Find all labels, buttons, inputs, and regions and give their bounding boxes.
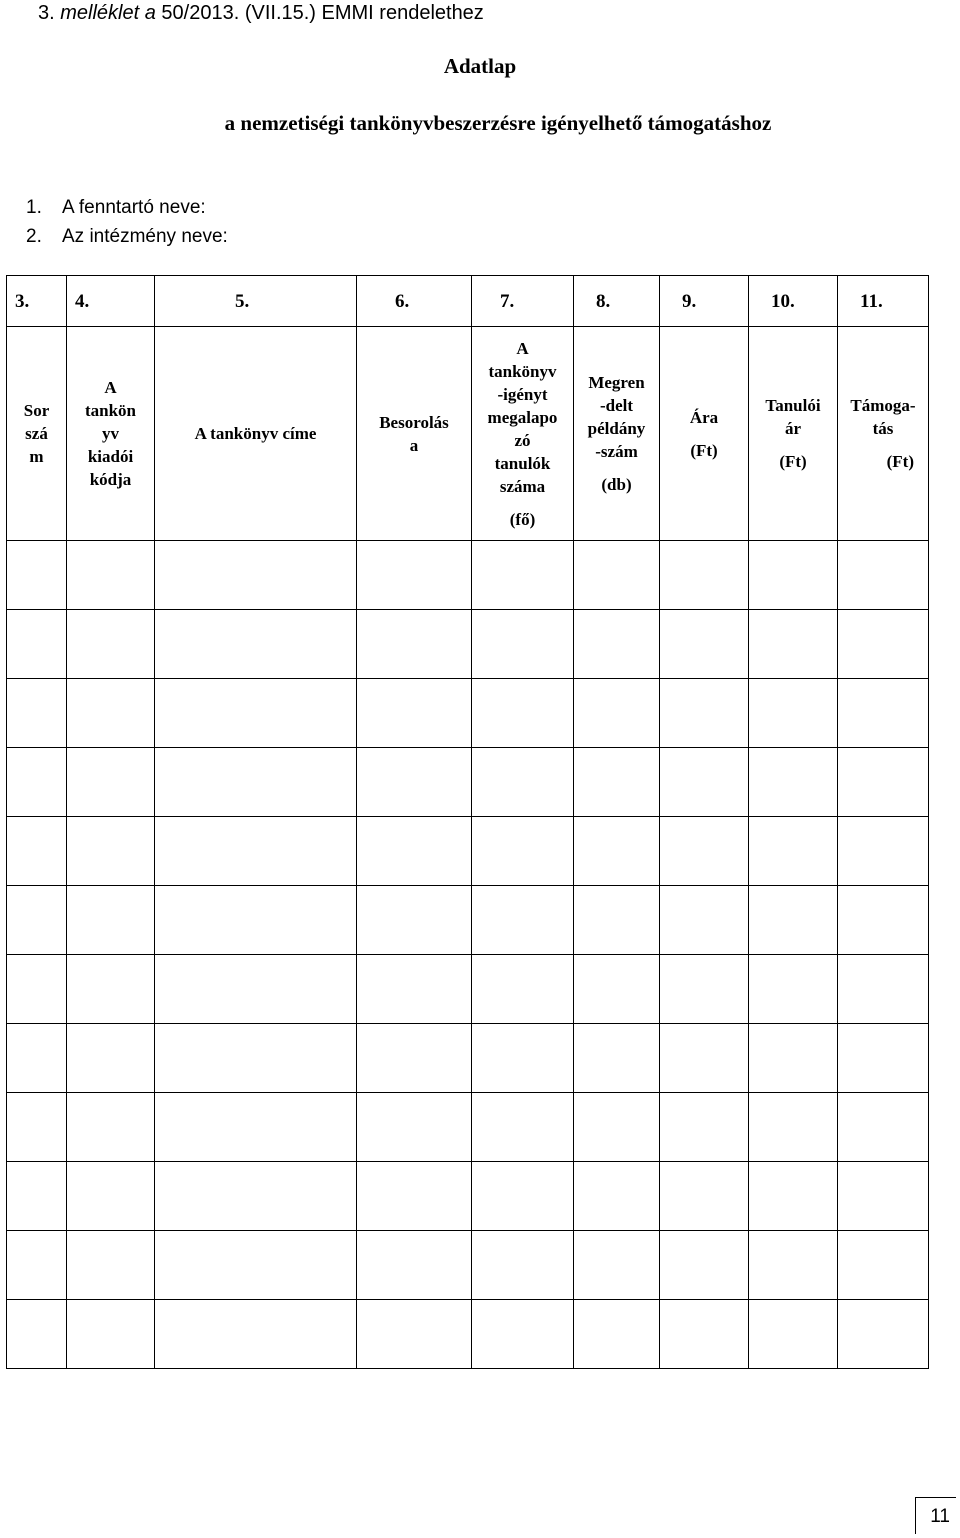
empty-cell (749, 1093, 838, 1162)
empty-cell (357, 955, 472, 1024)
empty-cell (155, 817, 357, 886)
empty-cell (472, 679, 574, 748)
empty-cell (7, 817, 67, 886)
empty-cell (838, 679, 929, 748)
page-title: Adatlap (443, 54, 517, 78)
empty-cell (660, 748, 749, 817)
header-support: Támoga- tás (Ft) (838, 327, 929, 541)
empty-cell (660, 817, 749, 886)
page-number: 11 (915, 1497, 956, 1534)
empty-cell (574, 541, 660, 610)
table-row (7, 955, 929, 1024)
empty-cell (749, 1300, 838, 1369)
empty-cell (7, 1300, 67, 1369)
col-num: 11. (838, 276, 929, 327)
column-number-row (7, 276, 929, 327)
empty-cell (472, 1300, 574, 1369)
empty-cell (660, 541, 749, 610)
col-num: 3. (7, 276, 67, 327)
empty-cell (660, 1231, 749, 1300)
empty-cell (574, 1300, 660, 1369)
empty-cell (7, 1162, 67, 1231)
empty-cell (7, 610, 67, 679)
empty-cell (472, 610, 574, 679)
empty-cell (472, 1162, 574, 1231)
empty-cell (838, 1300, 929, 1369)
col-num: 9. (660, 276, 749, 327)
empty-cell (7, 541, 67, 610)
header-publisher-code: A tankön yv kiadói kódja (67, 327, 155, 541)
empty-cell (7, 1093, 67, 1162)
empty-cell (574, 817, 660, 886)
table-row (7, 1024, 929, 1093)
col-num: 4. (67, 276, 155, 327)
data-rows (7, 541, 929, 1369)
col-num: 6. (357, 276, 472, 327)
table-row (7, 817, 929, 886)
header-price: Ára (Ft) (660, 327, 749, 541)
empty-cell (660, 1162, 749, 1231)
empty-cell (660, 1300, 749, 1369)
annex-reference: 3. melléklet a 50/2013. (VII.15.) EMMI rendelethez (38, 2, 484, 24)
empty-cell (660, 679, 749, 748)
empty-cell (838, 1024, 929, 1093)
empty-cell (574, 1231, 660, 1300)
empty-cell (838, 817, 929, 886)
empty-cell (660, 1093, 749, 1162)
empty-cell (7, 886, 67, 955)
empty-cell (155, 1300, 357, 1369)
empty-cell (357, 886, 472, 955)
empty-cell (749, 748, 838, 817)
empty-cell (67, 679, 155, 748)
empty-cell (67, 541, 155, 610)
col-num: 7. (472, 276, 574, 327)
header-ordered-copies: Megren -delt példány -szám (db) (574, 327, 660, 541)
empty-cell (574, 886, 660, 955)
header-student-count: A tankönyv -igényt megalapo zó tanulók száma (fő) (472, 327, 574, 541)
page-subtitle: a nemzetiségi tankönyvbeszerzésre igényelhető támogatáshoz (224, 111, 772, 135)
empty-cell (357, 541, 472, 610)
empty-cell (357, 1300, 472, 1369)
header-row-number: Sor szá m (7, 327, 67, 541)
empty-cell (660, 610, 749, 679)
empty-cell (574, 1162, 660, 1231)
empty-cell (749, 1231, 838, 1300)
table-row (7, 1300, 929, 1369)
empty-cell (838, 1231, 929, 1300)
field-maintainer-name: 1. A fenntartó neve: (26, 197, 206, 218)
empty-cell (660, 1024, 749, 1093)
empty-cell (574, 679, 660, 748)
empty-cell (472, 886, 574, 955)
empty-cell (357, 679, 472, 748)
empty-cell (838, 1093, 929, 1162)
table-row (7, 1231, 929, 1300)
empty-cell (357, 1024, 472, 1093)
empty-cell (838, 955, 929, 1024)
empty-cell (67, 1300, 155, 1369)
column-header-row (7, 327, 929, 541)
empty-cell (749, 541, 838, 610)
col-num: 5. (155, 276, 357, 327)
table-row (7, 679, 929, 748)
empty-cell (749, 817, 838, 886)
empty-cell (749, 610, 838, 679)
empty-cell (67, 817, 155, 886)
empty-cell (838, 748, 929, 817)
empty-cell (472, 748, 574, 817)
header-classification: Besorolás a (357, 327, 472, 541)
empty-cell (155, 955, 357, 1024)
empty-cell (472, 1231, 574, 1300)
table-row (7, 1093, 929, 1162)
empty-cell (67, 1162, 155, 1231)
header-book-title: A tankönyv címe (155, 327, 357, 541)
empty-cell (838, 1162, 929, 1231)
empty-cell (660, 955, 749, 1024)
empty-cell (155, 1231, 357, 1300)
empty-cell (472, 955, 574, 1024)
empty-cell (357, 817, 472, 886)
empty-cell (7, 1231, 67, 1300)
empty-cell (357, 1231, 472, 1300)
table-row (7, 748, 929, 817)
empty-cell (67, 1231, 155, 1300)
table-row (7, 1162, 929, 1231)
empty-cell (472, 817, 574, 886)
empty-cell (357, 1162, 472, 1231)
empty-cell (574, 955, 660, 1024)
empty-cell (155, 886, 357, 955)
empty-cell (155, 541, 357, 610)
empty-cell (7, 748, 67, 817)
empty-cell (155, 1162, 357, 1231)
empty-cell (472, 541, 574, 610)
empty-cell (357, 1093, 472, 1162)
empty-cell (67, 1093, 155, 1162)
empty-cell (660, 886, 749, 955)
empty-cell (7, 955, 67, 1024)
empty-cell (574, 610, 660, 679)
empty-cell (838, 886, 929, 955)
field-institution-name: 2. Az intézmény neve: (26, 226, 228, 247)
empty-cell (574, 748, 660, 817)
empty-cell (472, 1024, 574, 1093)
empty-cell (749, 886, 838, 955)
empty-cell (749, 1024, 838, 1093)
empty-cell (357, 748, 472, 817)
table-row (7, 541, 929, 610)
table-row (7, 886, 929, 955)
empty-cell (155, 610, 357, 679)
empty-cell (67, 955, 155, 1024)
empty-cell (574, 1024, 660, 1093)
empty-cell (749, 955, 838, 1024)
empty-cell (67, 886, 155, 955)
table-row (7, 610, 929, 679)
empty-cell (357, 610, 472, 679)
empty-cell (155, 679, 357, 748)
empty-cell (67, 748, 155, 817)
empty-cell (67, 610, 155, 679)
empty-cell (155, 748, 357, 817)
empty-cell (472, 1093, 574, 1162)
empty-cell (67, 1024, 155, 1093)
empty-cell (749, 679, 838, 748)
col-num: 8. (574, 276, 660, 327)
empty-cell (155, 1024, 357, 1093)
empty-cell (838, 610, 929, 679)
col-num: 10. (749, 276, 838, 327)
empty-cell (749, 1162, 838, 1231)
empty-cell (7, 1024, 67, 1093)
empty-cell (155, 1093, 357, 1162)
empty-cell (7, 679, 67, 748)
header-student-price: Tanulói ár (Ft) (749, 327, 838, 541)
data-table (6, 275, 929, 1369)
empty-cell (838, 541, 929, 610)
empty-cell (574, 1093, 660, 1162)
